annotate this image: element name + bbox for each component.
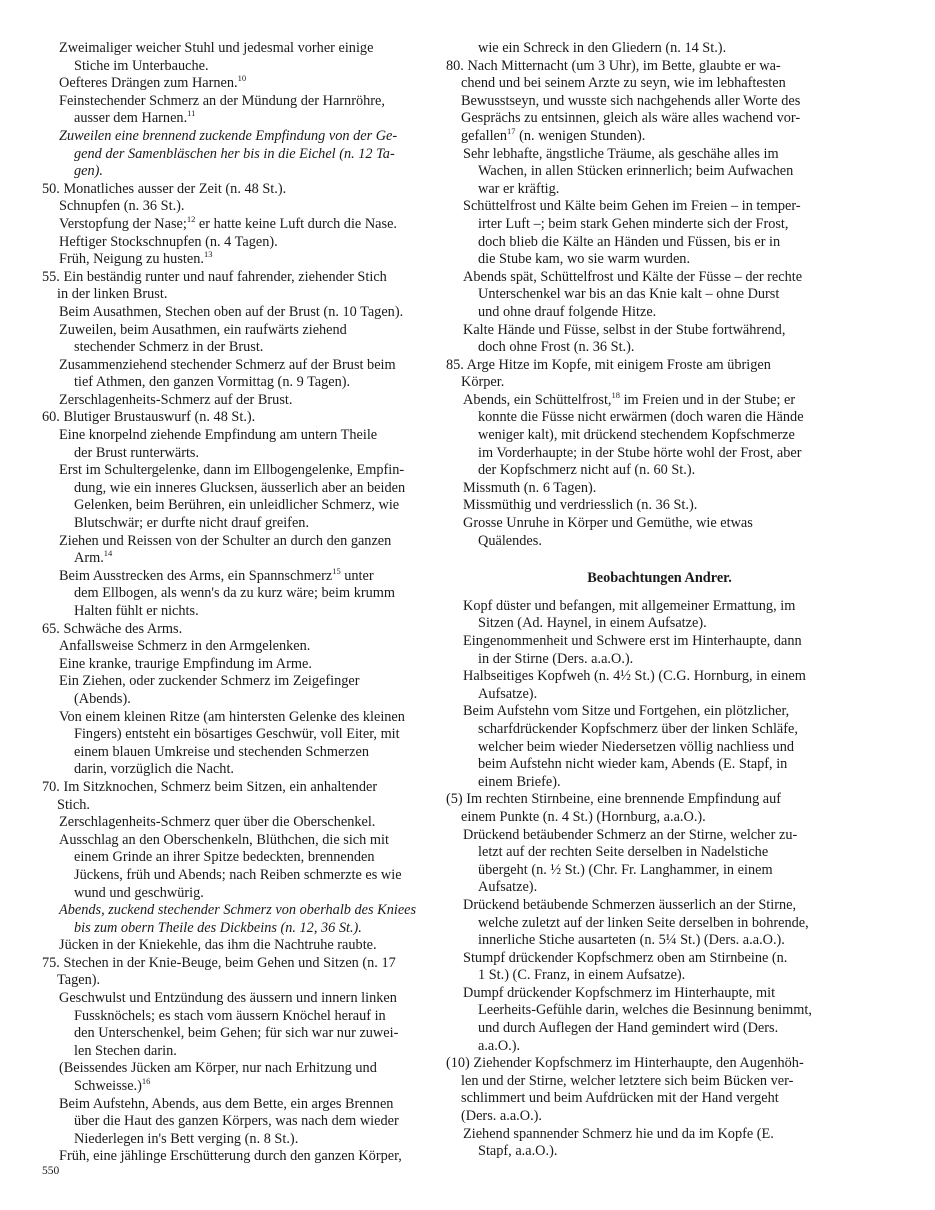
entry-line: Ziehen und Reissen von der Schulter an durch den ganzen	[59, 532, 392, 549]
entry-line: 55. Ein beständig runter und nauf fahrender, ziehender Stich	[42, 268, 387, 285]
entry-line: 50. Monatliches ausser der Zeit (n. 48 St.).	[42, 180, 287, 197]
numbered-entry	[42, 269, 429, 304]
entry-line: Eingenommenheit und Schwere erst im Hinterhaupte, dann	[463, 633, 802, 649]
footnote-marker: 15	[332, 566, 341, 577]
entry-line: Halten fühlt er nichts.	[74, 603, 199, 619]
entry-line: 85. Arge Hitze im Kopfe, mit einigem Froste am übrigen	[446, 356, 771, 373]
entry-line: Beim Aufstehn, Abends, aus dem Bette, ein arges Brennen	[59, 1095, 394, 1112]
entry-line: Zerschlagenheits-Schmerz quer über die Oberschenkel.	[59, 814, 376, 831]
entry-line: Ein Ziehen, oder zuckender Schmerz im Zeigefinger	[59, 673, 360, 690]
entry-line: len Stechen darin.	[74, 1042, 177, 1059]
symptom-entry	[42, 902, 429, 937]
symptom-entry	[42, 656, 429, 674]
entry-line: Anfallsweise Schmerz in den Armgelenken.	[59, 638, 311, 655]
entry-line: 1 St.) (C. Franz, in einem Aufsatze).	[478, 967, 686, 984]
entry-line: Quälendes.	[478, 532, 542, 549]
symptom-entry	[42, 462, 429, 532]
right-column-entries	[446, 40, 833, 550]
symptom-entry	[446, 515, 833, 550]
entry-line: doch blieb die Kälte an Händen und Füssen, bis er in	[478, 233, 781, 250]
entry-line: welche zuletzt auf der linken Seite derselben in bohrende,	[478, 914, 809, 931]
footnote-marker: 11	[187, 108, 196, 119]
symptom-entry	[42, 427, 429, 462]
symptom-entry	[42, 93, 429, 128]
numbered-entry	[446, 791, 833, 826]
entry-line: Kalte Hände und Füsse, selbst in der Stube fortwährend,	[463, 321, 786, 338]
entry-line: Blutschwär; er durfte nicht drauf greifen.	[74, 515, 310, 532]
entry-line: dem Ellbogen, als wenn's da zu kurz wäre; beim krumm	[74, 585, 395, 602]
footnote-marker: 18	[611, 390, 621, 401]
entry-line: Ziehend spannender Schmerz hie und da im Kopfe (E.	[463, 1125, 774, 1142]
symptom-entry	[446, 198, 833, 268]
entry-line: Gelenken, beim Berühren, ein unleidlicher Schmerz, wie	[74, 497, 400, 514]
entry-line: Bewusstseyn, und wusste sich nachgehends aller Worte des	[461, 92, 801, 109]
entry-line: (10) Ziehender Kopfschmerz im Hinterhaupte, den Augenhöh-	[446, 1055, 804, 1072]
entry-line: Drückend betäubende Schmerzen äusserlich an der Stirne,	[463, 896, 797, 913]
entry-line: Geschwulst und Entzündung des äussern und innern linken	[59, 990, 397, 1007]
symptom-entry	[446, 1126, 833, 1161]
entry-line: konnte die Füsse nicht erwärmen (doch waren die Hände	[478, 409, 804, 426]
entry-line: Schüttelfrost und Kälte beim Gehen im Freien – in temper-	[463, 198, 801, 215]
entry-line: Zerschlagenheits-Schmerz auf der Brust.	[59, 391, 293, 408]
symptom-entry	[446, 897, 833, 950]
entry-line: Körper.	[461, 374, 505, 391]
entry-line: Tagen).	[57, 972, 101, 989]
symptom-entry	[446, 480, 833, 498]
entry-line: irter Luft –; beim stark Gehen minderte sich der Frost,	[478, 215, 789, 232]
entry-line: Sitzen (Ad. Haynel, in einem Aufsatze).	[478, 615, 707, 632]
entry-line: 80. Nach Mitternacht (um 3 Uhr), im Bette, glaubte er wa-	[446, 57, 781, 74]
entry-line: Früh, eine jählinge Erschütterung durch den ganzen Körper,	[59, 1148, 402, 1165]
entry-text-continued: unter	[340, 567, 374, 584]
footnote-marker: 14	[103, 548, 113, 559]
entry-line: Von einem kleinen Ritze (am hintersten Gelenke des kleinen	[59, 708, 405, 725]
entry-line: stechender Schmerz in der Brust.	[74, 339, 264, 356]
entry-line: Beim Ausstrecken des Arms, ein Spannschmerz$^{15}$ unter	[59, 566, 374, 584]
entry-line: Wachen, in allen Stücken erinnerlich; beim Aufwachen	[478, 163, 794, 180]
entry-line: Arm.$^{14}$	[74, 548, 113, 567]
entry-line: Fingers) entsteht ein bösartiges Geschwür, voll Eiter, mit	[74, 726, 400, 743]
symptom-entry	[42, 990, 429, 1060]
entry-line: Schnupfen (n. 36 St.).	[59, 198, 185, 215]
entry-line: Feinstechender Schmerz an der Mündung der Harnröhre,	[59, 92, 385, 109]
entry-line: der Brust runterwärts.	[74, 444, 200, 461]
entry-line: letzt auf der rechten Seite derselben in Nadelstiche	[478, 844, 769, 861]
symptom-entry	[42, 568, 429, 621]
symptom-entry	[42, 1096, 429, 1149]
entry-line: dung, wie ein inneres Glucksen, äusserlich aber an beiden	[74, 479, 406, 496]
entry-line: gefallen$^{17}$ (n. wenigen Stunden).	[461, 126, 646, 144]
entry-line: Heftiger Stockschnupfen (n. 4 Tagen).	[59, 233, 278, 250]
entry-line: Zusammenziehend stechender Schmerz auf der Brust beim	[59, 356, 396, 373]
entry-line: a.a.O.).	[478, 1037, 521, 1054]
entry-line: übergeht (n. ½ St.) (Chr. Fr. Langhammer, in einem	[478, 861, 773, 878]
entry-line: Eine knorpelnd ziehende Empfindung am untern Theile	[59, 427, 378, 444]
numbered-entry	[446, 1055, 833, 1125]
entry-line: Eine kranke, traurige Empfindung im Arme.	[59, 655, 312, 672]
symptom-entry	[446, 598, 833, 633]
entry-line: len und der Stirne, welcher letztere sich beim Bücken ver-	[461, 1072, 794, 1089]
entry-line: Zuweilen, beim Ausathmen, ein raufwärts ziehend	[59, 321, 347, 338]
entry-line: (5) Im rechten Stirnbeine, eine brennende Empfindung auf	[446, 791, 782, 808]
numbered-entry	[42, 621, 429, 639]
entry-line: gend der Samenbläschen her bis in die Eichel (n. 12 Ta-	[74, 145, 395, 162]
entry-line: war er kräftig.	[478, 180, 560, 197]
entry-line: tief Athmen, den ganzen Vormittag (n. 9 Tagen).	[74, 374, 351, 391]
entry-line: Grosse Unruhe in Körper und Gemüthe, wie etwas	[463, 515, 753, 532]
entry-line: Schweisse.)$^{16}$	[74, 1076, 151, 1095]
entry-line: ausser dem Harnen.$^{11}$	[74, 108, 196, 127]
entry-line: bis zum obern Theile des Dickbeins (n. 12, 36 St.).	[74, 919, 362, 936]
entry-line: Jückens, früh und Abends; nach Reiben schmerzte es wie	[74, 866, 402, 883]
numbered-entry	[446, 58, 833, 146]
entry-line: Abends spät, Schüttelfrost und Kälte der Füsse – der rechte	[463, 268, 803, 285]
entry-line: Dumpf drückender Kopfschmerz im Hinterhaupte, mit	[463, 984, 776, 1001]
entry-line: Stich.	[57, 796, 90, 813]
entry-line: Abends, zuckend stechender Schmerz von oberhalb des Kniees	[59, 902, 417, 919]
entry-line: Stiche im Unterbauche.	[74, 57, 209, 74]
entry-line: 75. Stechen in der Knie-Beuge, beim Gehen und Sitzen (n. 17	[42, 954, 396, 971]
entry-line: Zweimaliger weicher Stuhl und jedesmal vorher einige	[59, 40, 374, 56]
entry-line: (Abends).	[74, 690, 131, 707]
symptom-entry	[42, 216, 429, 234]
symptom-entry	[446, 392, 833, 480]
entry-line: und durch Auflegen der Hand gemindert wird (Ders.	[478, 1020, 779, 1037]
symptom-entry	[42, 357, 429, 392]
entry-text-continued: im Freien und in der Stube; er	[620, 391, 796, 408]
footnote-marker: 10	[237, 73, 247, 84]
symptom-entry	[42, 75, 429, 93]
entry-line: Verstopfung der Nase;$^{12}$ er hatte keine Luft durch die Nase.	[59, 214, 398, 232]
entry-line: Stumpf drückender Kopfschmerz oben am Stirnbeine (n.	[463, 949, 788, 966]
symptom-entry	[446, 633, 833, 668]
symptom-entry	[42, 234, 429, 252]
right-column	[446, 40, 833, 1161]
entry-line: Stapf, a.a.O.).	[478, 1143, 558, 1160]
numbered-entry	[42, 779, 429, 814]
symptom-entry	[42, 1060, 429, 1095]
entry-line: Missmuth (n. 6 Tagen).	[463, 479, 597, 496]
entry-line: (Ders. a.a.O.).	[461, 1108, 542, 1125]
symptom-entry	[446, 703, 833, 791]
entry-line: Früh, Neigung zu husten.$^{13}$	[59, 249, 213, 268]
symptom-entry	[42, 304, 429, 322]
numbered-entry	[42, 955, 429, 990]
entry-line: einem blauen Umkreise und stechenden Schmerzen	[74, 743, 369, 760]
symptom-entry	[42, 673, 429, 708]
entry-line: in der linken Brust.	[57, 286, 168, 303]
entry-line: Drückend betäubender Schmerz an der Stirne, welcher zu-	[463, 826, 798, 843]
symptom-entry	[446, 322, 833, 357]
footnote-marker: 12	[186, 214, 196, 225]
entry-line: einem Briefe).	[478, 773, 561, 790]
numbered-entry	[42, 409, 429, 427]
symptom-entry	[42, 709, 429, 779]
entry-line: Leerheits-Gefühle darin, welches die Besinnung benimmt,	[478, 1002, 812, 1019]
entry-line: Kopf düster und befangen, mit allgemeiner Ermattung, im	[463, 597, 796, 614]
symptom-entry	[42, 322, 429, 357]
entry-line: und ohne drauf folgende Hitze.	[478, 303, 657, 320]
symptom-entry	[446, 146, 833, 199]
entry-line: darin, vorzüglich die Nacht.	[74, 761, 234, 778]
entry-line: 60. Blutiger Brustauswurf (n. 48 St.).	[42, 409, 256, 426]
entry-line: Abends, ein Schüttelfrost,$^{18}$ im Freien und in der Stube; er	[463, 390, 796, 408]
symptom-entry	[42, 832, 429, 902]
footnote-marker: 13	[203, 249, 213, 260]
entry-line: einem Punkte (n. 4 St.) (Hornburg, a.a.O.).	[461, 808, 706, 825]
entry-line: beim Aufstehn nicht wieder kam, Abends (E. Stapf, in	[478, 756, 788, 773]
symptom-entry	[42, 40, 429, 75]
symptom-entry	[446, 269, 833, 322]
entry-line: Aufsatze).	[478, 879, 538, 896]
entry-line: Erst im Schultergelenke, dann im Ellbogengelenke, Empfin-	[59, 462, 405, 479]
entry-line: im Vorderhaupte; in der Stube hörte wohl der Frost, aber	[478, 444, 802, 461]
entry-line: wie ein Schreck in den Gliedern (n. 14 St.).	[478, 40, 727, 56]
symptom-entry	[446, 827, 833, 897]
entry-line: wund und geschwürig.	[74, 884, 204, 901]
entry-line: (Beissendes Jücken am Körper, nur nach Erhitzung und	[59, 1060, 377, 1077]
entry-line: 70. Im Sitzknochen, Schmerz beim Sitzen, ein anhaltender	[42, 778, 378, 795]
entry-line: Missmüthig und verdriesslich (n. 36 St.).	[463, 497, 698, 514]
numbered-entry	[42, 181, 429, 199]
entry-line: innerliche Stiche ausarteten (n. 5¼ St.) (Ders. a.a.O.).	[478, 932, 785, 949]
entry-line: der Kopfschmerz nicht auf (n. 60 St.).	[478, 462, 696, 479]
entry-line: Beim Aufstehn vom Sitze und Fortgehen, ein plötzlicher,	[463, 703, 790, 720]
entry-line: die Stube kam, wo sie warm wurden.	[478, 251, 691, 268]
entry-line: den Unterschenkel, beim Gehen; für sich war nur zuwei-	[74, 1025, 399, 1042]
entry-line: Sehr lebhafte, ängstliche Träume, als geschähe alles im	[463, 145, 779, 162]
symptom-entry	[446, 668, 833, 703]
entry-line: gen).	[74, 163, 103, 180]
entry-text-continued: (n. wenigen Stunden).	[515, 127, 646, 144]
entry-line: Jücken in der Kniekehle, das ihm die Nachtruhe raubte.	[59, 937, 377, 954]
left-column	[42, 40, 429, 1166]
symptom-entry	[42, 198, 429, 216]
symptom-entry	[446, 985, 833, 1055]
entry-line: doch ohne Frost (n. 36 St.).	[478, 339, 635, 356]
symptom-entry	[42, 638, 429, 656]
entry-line: Ausschlag an den Oberschenkeln, Blüthchen, die sich mit	[59, 831, 389, 848]
numbered-entry	[446, 357, 833, 392]
entry-line: 65. Schwäche des Arms.	[42, 620, 183, 637]
entry-line: scharfdrückender Kopfschmerz über der linken Schläfe,	[478, 720, 798, 737]
entry-line: Fussknöchels; es stach vom äussern Knöchel herauf in	[74, 1007, 386, 1024]
observations-entries	[446, 598, 833, 1161]
footnote-marker: 16	[141, 1076, 151, 1087]
page-number: 550	[42, 1165, 60, 1177]
entry-text-continued: er hatte keine Luft durch die Nase.	[195, 215, 398, 232]
symptom-entry	[42, 392, 429, 410]
symptom-entry	[42, 937, 429, 955]
entry-line: weniger kalt), mit drückend stechendem Kopfschmerze	[478, 427, 795, 444]
entry-line: Oefteres Drängen zum Harnen.$^{10}$	[59, 73, 247, 92]
entry-line: Beim Ausathmen, Stechen oben auf der Brust (n. 10 Tagen).	[59, 303, 404, 320]
entry-line: Halbseitiges Kopfweh (n. 4½ St.) (C.G. Hornburg, in einem	[463, 668, 806, 685]
symptom-entry	[42, 1148, 429, 1166]
entry-line: chend und bei seinem Arzte zu seyn, wie im lebhaftesten	[461, 75, 786, 92]
entry-line: Unterschenkel war bis an das Knie kalt – ohne Durst	[478, 286, 780, 303]
symptom-entry	[42, 814, 429, 832]
entry-line: Gesprächs zu entsinnen, gleich als wäre alles wachend vor-	[461, 110, 801, 127]
entry-line: einem Grinde an ihrer Spitze bedeckten, brennenden	[74, 849, 375, 866]
footnote-marker: 17	[507, 126, 516, 137]
entry-line: Zuweilen eine brennend zuckende Empfindung von der Ge-	[59, 127, 398, 144]
symptom-entry	[446, 497, 833, 515]
entry-line: welcher beim wieder Niedersetzen völlig nachliess und	[478, 738, 795, 755]
entry-line: über die Haut des ganzen Körpers, was nach dem wieder	[74, 1113, 399, 1130]
symptom-entry	[42, 128, 429, 181]
symptom-entry	[446, 950, 833, 985]
symptom-entry	[446, 40, 833, 58]
entry-line: in der Stirne (Ders. a.a.O.).	[478, 650, 634, 667]
entry-line: Niederlegen in's Bett verging (n. 8 St.).	[74, 1130, 299, 1147]
entry-line: Aufsatze).	[478, 685, 538, 702]
symptom-entry	[42, 251, 429, 269]
entry-line: schlimmert und beim Aufdrücken mit der Hand vergeht	[461, 1090, 779, 1107]
section-heading: Beobachtungen Andrer.	[587, 570, 732, 587]
symptom-entry	[42, 533, 429, 568]
